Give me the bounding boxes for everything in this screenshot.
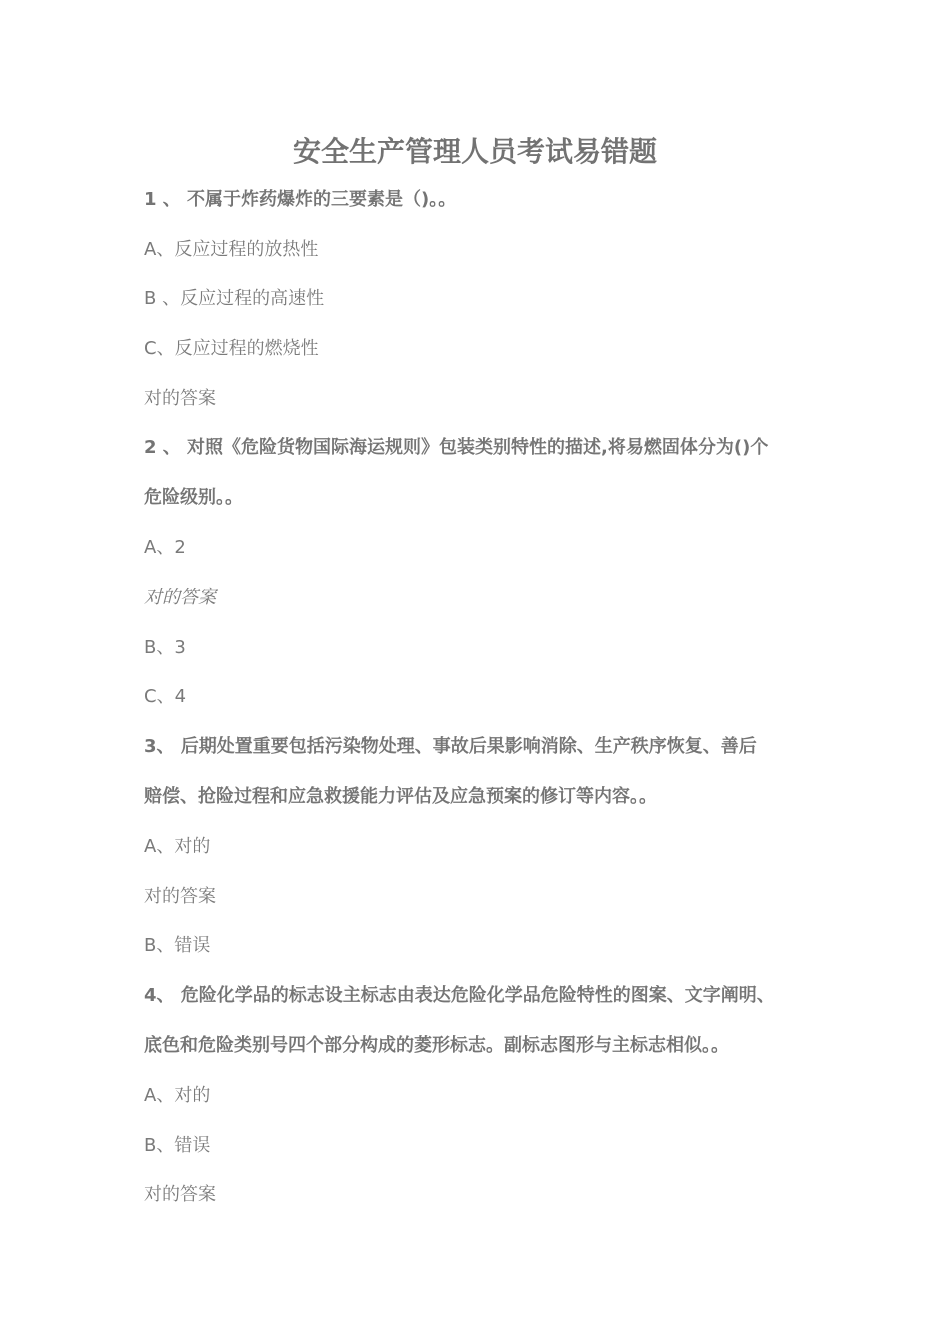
question-1-option-c: C、反应过程的燃烧性 — [144, 338, 319, 359]
question-2-text-line-2: 危险级别。。 — [144, 487, 243, 508]
document-title: 安全生产管理人员考试易错题 — [292, 135, 657, 168]
question-2-option-b: B、3 — [144, 637, 186, 658]
question-1-text: 1 、 不属于炸药爆炸的三要素是（)。。 — [144, 189, 457, 210]
question-2-option-a: A、2 — [144, 537, 186, 558]
question-2-answer-label: 对的答案 — [144, 587, 216, 608]
question-2-text-line-1: 2 、 对照《危险货物国际海运规则》包装类别特性的描述,将易燃固体分为()个 — [144, 437, 769, 458]
question-4-option-a: A、对的 — [144, 1085, 211, 1106]
question-4-text-line-1: 4、 危险化学品的标志设主标志由表达危险化学品危险特性的图案、文字阐明、 — [144, 985, 775, 1006]
question-4-option-b: B、错误 — [144, 1135, 211, 1156]
question-1-option-a: A、反应过程的放热性 — [144, 239, 319, 260]
question-1-option-b: B 、反应过程的高速性 — [144, 288, 325, 309]
question-3-option-a: A、对的 — [144, 836, 211, 857]
question-1-answer-label: 对的答案 — [144, 388, 216, 409]
question-2-option-c: C、4 — [144, 686, 187, 707]
question-3-answer-label: 对的答案 — [144, 886, 216, 907]
question-4-text-line-2: 底色和危险类别号四个部分构成的菱形标志。副标志图形与主标志相似。。 — [144, 1035, 729, 1056]
question-3-text-line-2: 赔偿、抢险过程和应急救援能力评估及应急预案的修订等内容。。 — [144, 786, 657, 807]
question-3-option-b: B、错误 — [144, 935, 211, 956]
question-4-answer-label: 对的答案 — [144, 1184, 216, 1205]
question-3-text-line-1: 3、 后期处置重要包括污染物处理、事故后果影响消除、生产秩序恢复、善后 — [144, 736, 757, 757]
